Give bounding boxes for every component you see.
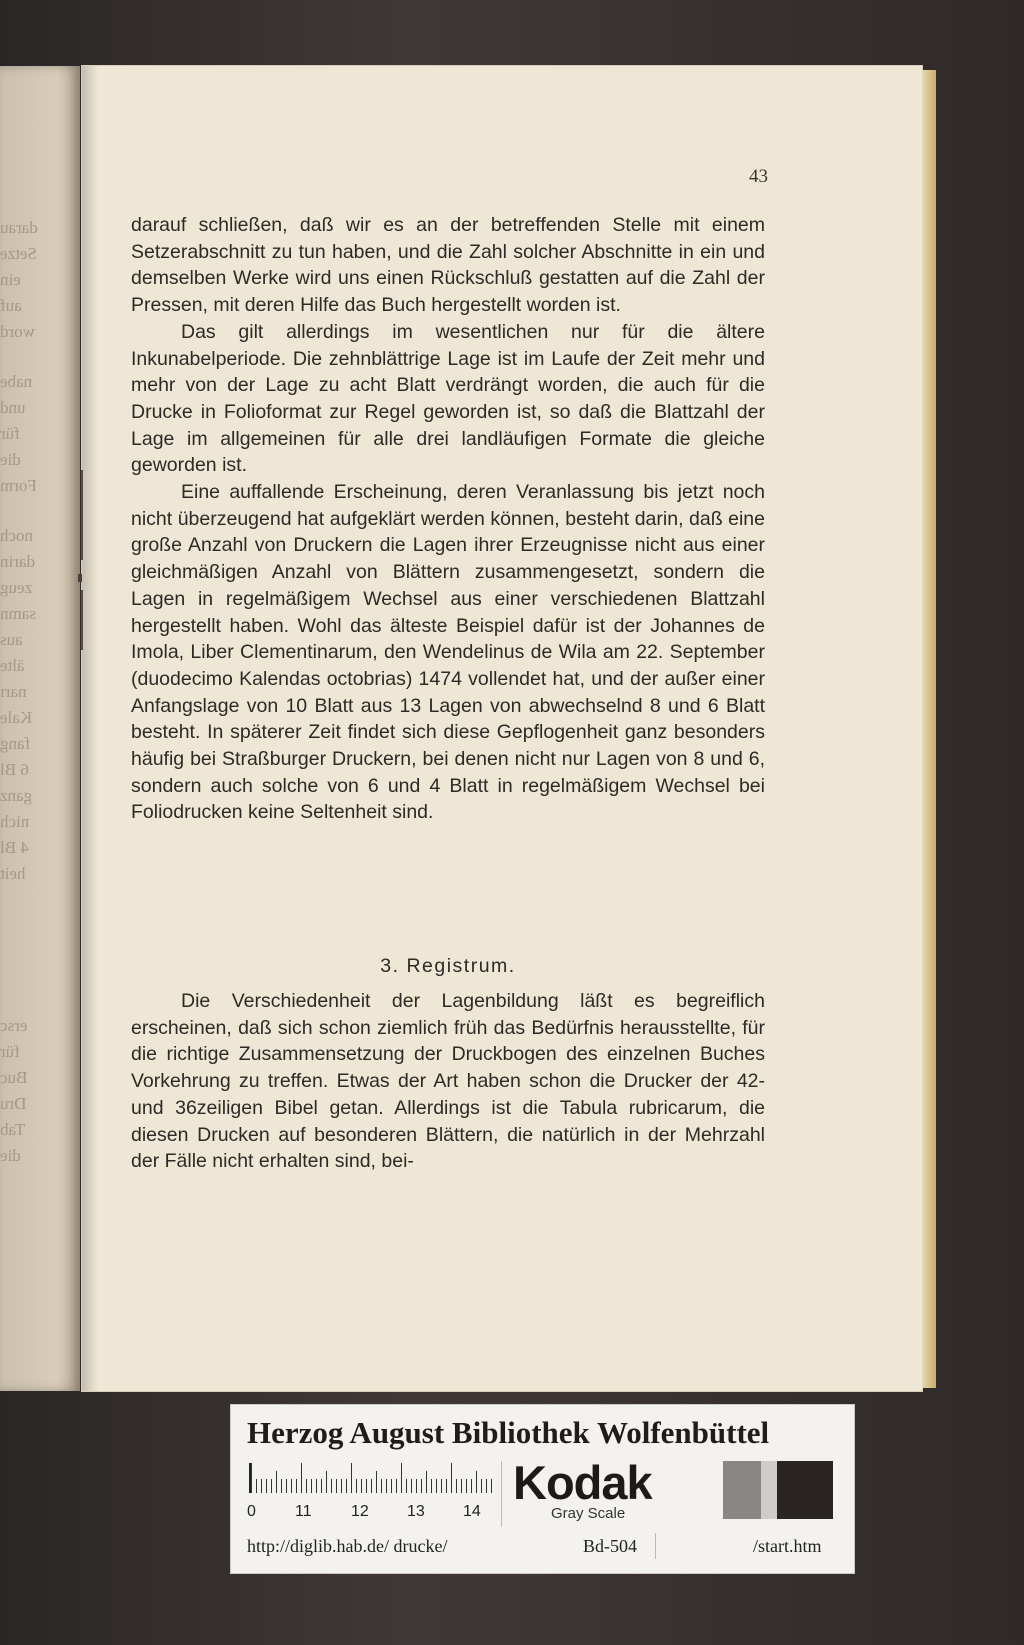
left-page-fragment: Setze	[0, 244, 37, 263]
ruler-tick	[401, 1463, 402, 1493]
ruler-tick	[351, 1463, 352, 1493]
left-page-fragment: zeug	[0, 578, 33, 597]
ruler-tick	[486, 1479, 487, 1493]
left-page-fragment: Tab	[0, 1120, 26, 1139]
ruler-tick	[436, 1479, 437, 1493]
ruler-tick	[446, 1479, 447, 1493]
left-page-fragment: Buc	[0, 1068, 28, 1087]
paragraph: Das gilt allerdings im wesentlichen nur für die ältere Inkunabelperiode. Die zehnblättrige Lage ist im Laufe der Zeit mehr und mehr von der Lage zu acht Blatt verdrängt worden, die auch für die Drucke in Folioformat zur Regel geworden ist, so daß die Blattzahl der Lage im allgemeinen für alle drei landläufigen Formate die gleiche geworden ist.	[131, 320, 765, 477]
ruler-tick	[321, 1479, 322, 1493]
ruler-tick	[381, 1479, 382, 1493]
ruler-tick	[281, 1479, 282, 1493]
ruler-tick	[356, 1479, 357, 1493]
divider	[501, 1461, 502, 1527]
ruler-tick	[251, 1463, 252, 1493]
left-page-fragment: aus	[0, 630, 23, 649]
spine-shadow	[82, 66, 98, 1391]
ruler-tick	[431, 1479, 432, 1493]
left-page-fragment: 4 Bl	[0, 838, 29, 857]
scale-number: 13	[407, 1503, 425, 1520]
paragraph: Eine auffallende Erscheinung, deren Veranlassung bis jetzt noch nicht überzeugend hat aufgeklärt werden können, besteht darin, daß eine große Anzahl von Druckern die Lagen ihrer Erzeugnisse nicht aus einer gleichmäßigen Anzahl von Blättern zusammengesetzt, sondern die Lagen in regelmäßigem Wechsel aus einer verschiedenen Blattzahl hergestellt haben. Wohl das älteste Beispiel dafür ist der Johannes de Imola, Liber Clementinarum, den Wendelinus de Wila am 22. September (duodecimo Kalendas octobrias) 1474 vollendet hat, und der außer einer Anfangslage von 10 Blatt aus 13 Lagen von abwechselnd 8 und 6 Blatt besteht. In späterer Zeit findet sich diese Gepflogenheit ganz besonders häufig bei Straßburger Druckern, bei denen nicht nur Lagen von 8 und 6, sondern auch solche von 6 und 4 Blatt in regelmäßigem Wechsel bei Foliodrucken keine Seltenheit sind.	[131, 481, 765, 824]
ruler-tick	[491, 1479, 492, 1493]
ruler-tick	[456, 1479, 457, 1493]
ruler-tick	[361, 1479, 362, 1493]
ruler-tick	[476, 1471, 477, 1493]
ruler-tick	[466, 1479, 467, 1493]
left-page-fragment: word	[0, 322, 35, 341]
body-text-section-2	[131, 988, 765, 1175]
left-page-fragment: ein	[0, 270, 21, 289]
left-page-fragment: samn	[0, 604, 36, 623]
ruler-tick	[301, 1463, 302, 1493]
page-number: 43	[749, 166, 768, 187]
scan-target-card	[230, 1404, 855, 1574]
left-page-fragment: nich	[0, 812, 30, 831]
gray-scale-label: Gray Scale	[551, 1505, 626, 1522]
ruler-tick	[291, 1479, 292, 1493]
left-page-fragment: die	[0, 1146, 21, 1165]
page-edge	[922, 70, 936, 1388]
start-link-text: /start.htm	[753, 1536, 822, 1556]
ruler-tick	[441, 1479, 442, 1493]
left-page-fragment: Dru	[0, 1094, 27, 1113]
ruler-tick	[366, 1479, 367, 1493]
scale-number: 14	[463, 1503, 481, 1520]
ruler-tick	[391, 1479, 392, 1493]
ruler-tick	[386, 1479, 387, 1493]
ruler-tick	[376, 1471, 377, 1493]
left-page-fragment: darin	[0, 552, 35, 571]
section-heading: 3. Registrum.	[380, 955, 516, 977]
ruler-scale	[249, 1463, 493, 1493]
ruler-tick	[406, 1479, 407, 1493]
left-page-fragment: Form	[0, 476, 37, 495]
ruler-tick	[426, 1471, 427, 1493]
ruler-tick	[286, 1479, 287, 1493]
left-page-fragment: nabe	[0, 372, 33, 391]
margin-pencil-mark	[81, 470, 83, 560]
ruler-tick	[331, 1479, 332, 1493]
ruler-tick	[461, 1479, 462, 1493]
ruler-tick	[316, 1479, 317, 1493]
ruler-tick	[341, 1479, 342, 1493]
scale-number: 0	[247, 1503, 256, 1520]
left-page-fragment: fang	[0, 734, 31, 753]
ruler-tick	[306, 1479, 307, 1493]
ruler-tick	[371, 1479, 372, 1493]
left-page-fragment: darau	[0, 218, 38, 237]
gray-swatch-mid	[723, 1461, 761, 1519]
divider	[655, 1533, 656, 1559]
shelfmark: Bd-504	[583, 1536, 637, 1556]
left-page-fragment: die	[0, 450, 21, 469]
ruler-tick	[346, 1479, 347, 1493]
paragraph: darauf schließen, daß wir es an der betreffenden Stelle mit einem Setzerabschnitt zu tun haben, und die Zahl solcher Abschnitte in ein und demselben Werke wird uns einen Rückschluß gestatten auf die Zahl der Pressen, mit deren Hilfe das Buch hergestellt worden ist.	[131, 214, 765, 317]
left-page-fragment: narı	[0, 682, 27, 701]
ruler-tick	[421, 1479, 422, 1493]
url-text: http://diglib.hab.de/ drucke/	[247, 1536, 448, 1556]
left-page-fragment: ersc	[0, 1016, 28, 1035]
left-page-fragment: und	[0, 398, 26, 417]
left-page-fragment: für	[0, 424, 20, 443]
ruler-tick	[336, 1479, 337, 1493]
left-page-fragment: noch	[0, 526, 34, 545]
margin-dot	[78, 574, 82, 582]
margin-pencil-mark	[81, 590, 83, 650]
scale-number: 11	[295, 1503, 312, 1520]
ruler-tick	[416, 1479, 417, 1493]
ruler-tick	[451, 1463, 452, 1493]
left-page-fragment: 6 Bl	[0, 760, 29, 779]
ruler-tick	[296, 1479, 297, 1493]
library-name: Herzog August Bibliothek Wolfenbüttel	[247, 1415, 770, 1450]
ruler-tick	[261, 1479, 262, 1493]
ruler-tick	[481, 1479, 482, 1493]
ruler-tick	[256, 1479, 257, 1493]
gray-swatch-light	[761, 1461, 777, 1519]
left-page-fragment: für	[0, 1042, 20, 1061]
left-page-fragment: auf	[0, 296, 22, 315]
scale-number: 12	[351, 1503, 369, 1520]
paragraph: Die Verschiedenheit der Lagenbildung läßt es begreiflich erscheinen, daß sich schon ziemlich früh das Bedürfnis herausstellte, für die richtige Zusammensetzung der Druckbogen des einzelnen Buches Vorkehrung zu treffen. Etwas der Art haben schon die Drucker der 42- und 36zeiligen Bibel getan. Allerdings ist die Tabula rubricarum, die diesen Drucken auf besonderen Blättern, die natürlich in der Mehrzahl der Fälle nicht erhalten sind, bei-	[131, 990, 765, 1173]
kodak-logo: Kodak	[513, 1456, 652, 1509]
gray-swatch-dark	[777, 1461, 833, 1519]
left-page-fragment: heit	[0, 864, 26, 883]
ruler-tick	[396, 1479, 397, 1493]
left-page-fragment: ganz	[0, 786, 33, 805]
ruler-tick	[411, 1479, 412, 1493]
ruler-tick	[471, 1479, 472, 1493]
left-page-fragment: älte	[0, 656, 25, 675]
facing-left-page	[0, 66, 80, 1391]
ruler-tick	[266, 1479, 267, 1493]
body-text-section-1	[131, 212, 765, 826]
ruler-tick	[271, 1479, 272, 1493]
ruler-tick	[311, 1479, 312, 1493]
left-page-fragment: Kale	[0, 708, 33, 727]
ruler-tick	[326, 1471, 327, 1493]
ruler-tick	[276, 1471, 277, 1493]
